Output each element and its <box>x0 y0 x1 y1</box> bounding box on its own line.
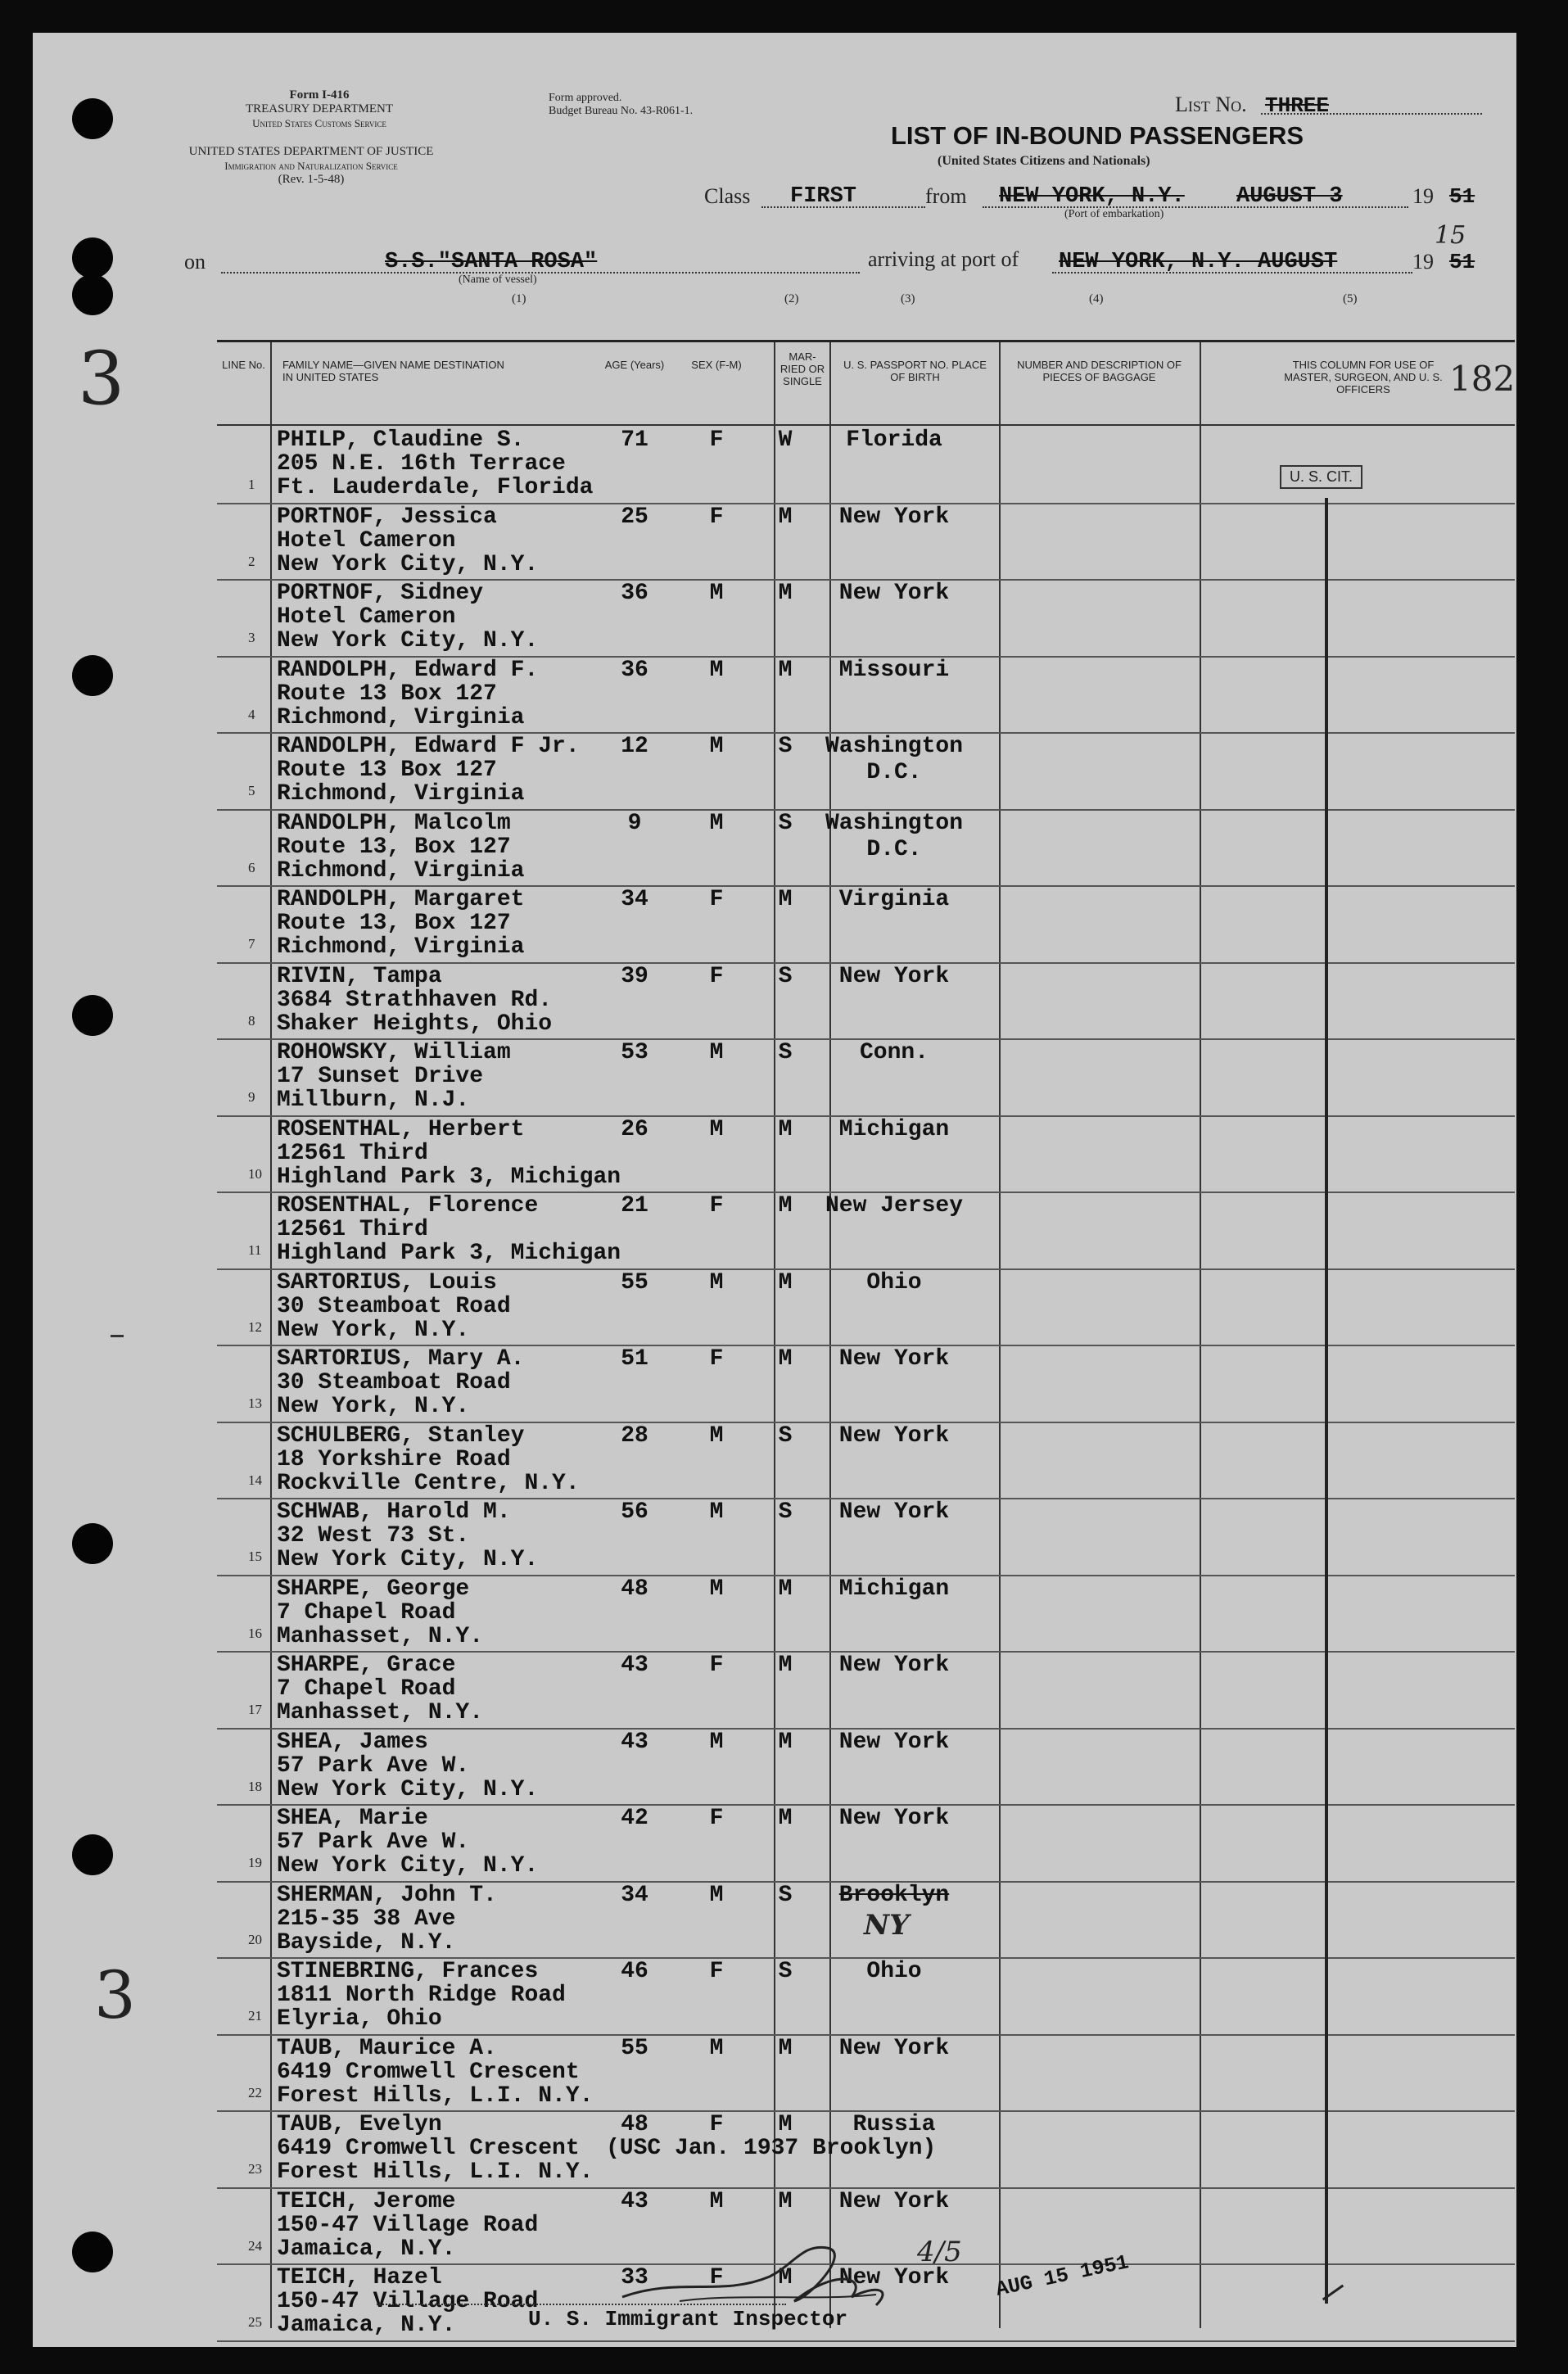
passenger-marital: S <box>778 1040 793 1065</box>
margin-number-top: 3 <box>78 336 125 422</box>
passenger-row <box>217 2034 1515 2113</box>
passenger-marital: S <box>778 1959 793 1984</box>
passenger-birthplace: Washington D.C. <box>825 734 964 785</box>
passenger-birthplace: Michigan <box>838 1116 950 1142</box>
passenger-sex: F <box>709 1653 724 1678</box>
line-number: 17 <box>248 1702 262 1717</box>
passenger-address: Route 13, Box 127 <box>277 834 511 860</box>
passenger-row <box>217 1422 1515 1500</box>
list-value: THREE <box>1265 93 1330 118</box>
passenger-age: 55 <box>621 1269 648 1296</box>
passenger-sex: M <box>709 2035 724 2061</box>
from-date: AUGUST 3 <box>1236 184 1343 209</box>
citizenship-note: (USC Jan. 1937 Brooklyn) <box>606 2136 937 2161</box>
passenger-name: ROHOWSKY, William <box>277 1040 511 1065</box>
manifest-sheet <box>33 33 1516 2347</box>
passenger-sex: M <box>709 2188 724 2214</box>
passenger-row <box>217 579 1515 658</box>
col-head-line: LINE No. <box>222 359 265 371</box>
passenger-city: Jamaica, N.Y. <box>277 2236 456 2262</box>
passenger-age: 36 <box>621 581 648 606</box>
punch-hole <box>72 1834 113 1875</box>
passenger-city: Rockville Centre, N.Y. <box>277 1470 580 1496</box>
treasury-dept: TREASURY DEPARTMENT <box>245 102 394 115</box>
passenger-row <box>217 809 1515 888</box>
passenger-sex: F <box>709 963 724 989</box>
from-value: NEW YORK, N.Y. <box>999 184 1185 209</box>
passenger-name: PHILP, Claudine S. <box>277 427 525 453</box>
from-year: 51 <box>1449 184 1475 209</box>
passenger-name: TAUB, Maurice A. <box>277 2035 497 2061</box>
passenger-name: RANDOLPH, Edward F. <box>277 657 539 683</box>
passenger-marital: M <box>778 1576 793 1602</box>
signature-initials: 4/5 <box>917 2236 962 2268</box>
passenger-name: RIVIN, Tampa <box>277 963 442 989</box>
customs-service: United States Customs Service <box>252 117 386 129</box>
margin-dash <box>111 1335 124 1337</box>
passenger-row <box>217 2110 1515 2189</box>
passenger-city: Richmond, Virginia <box>277 934 525 960</box>
passenger-name: SCHULBERG, Stanley <box>277 1422 525 1449</box>
passenger-sex: M <box>709 1040 724 1065</box>
passenger-sex: M <box>709 1116 724 1142</box>
passenger-age: 33 <box>621 2265 648 2290</box>
passenger-address: 57 Park Ave W. <box>277 1752 470 1779</box>
vessel-value: S.S."SANTA ROSA" <box>385 250 598 274</box>
passenger-sex: F <box>709 1959 724 1984</box>
passenger-birthplace: Ohio <box>866 1269 922 1296</box>
passenger-marital: M <box>778 657 793 683</box>
passenger-sex: M <box>709 1499 724 1525</box>
passenger-birthplace: New York <box>838 1806 950 1831</box>
passenger-sex: F <box>709 2265 724 2290</box>
passenger-row <box>217 1498 1515 1576</box>
on-label: on <box>184 250 206 274</box>
passenger-marital: M <box>778 2035 793 2061</box>
passenger-city: Manhasset, N.Y. <box>277 1700 484 1725</box>
passenger-birthplace: New York <box>838 2035 950 2061</box>
passenger-marital: M <box>778 1346 793 1372</box>
line-number: 10 <box>248 1165 262 1182</box>
passenger-age: 43 <box>621 2188 648 2214</box>
header-agencies <box>180 88 459 130</box>
passenger-birthplace: New York <box>838 1346 950 1372</box>
passenger-address: Hotel Cameron <box>277 604 456 630</box>
passenger-address: 32 West 73 St. <box>277 1523 470 1549</box>
line-number: 23 <box>248 2161 262 2177</box>
passenger-row <box>217 1345 1515 1423</box>
passenger-name: TAUB, Evelyn <box>277 2112 442 2137</box>
col-head-age: AGE (Years) <box>604 359 665 371</box>
passenger-name: SARTORIUS, Louis <box>277 1269 497 1296</box>
passenger-age: 12 <box>621 734 648 759</box>
approved-text: Form approved. <box>549 92 622 104</box>
passenger-sex: F <box>709 427 724 453</box>
passenger-name: SARTORIUS, Mary A. <box>277 1346 525 1372</box>
vessel-caption: (Name of vessel) <box>459 274 537 286</box>
passenger-row <box>217 1268 1515 1347</box>
passenger-city: New York City, N.Y. <box>277 1776 539 1802</box>
line-number: 25 <box>248 2314 262 2330</box>
line-number: 11 <box>248 1242 262 1258</box>
list-line <box>1261 113 1482 115</box>
from-line <box>983 206 1408 208</box>
line-number: 20 <box>248 1931 262 1947</box>
passenger-city: Manhasset, N.Y. <box>277 1623 484 1649</box>
passenger-name: RANDOLPH, Malcolm <box>277 810 511 836</box>
passenger-city: Bayside, N.Y. <box>277 1929 456 1956</box>
passenger-address: 18 Yorkshire Road <box>277 1446 511 1472</box>
passenger-age: 48 <box>621 1576 648 1602</box>
passenger-name: SHARPE, George <box>277 1576 470 1602</box>
passenger-marital: M <box>778 1193 793 1219</box>
passenger-address: Route 13, Box 127 <box>277 911 511 936</box>
passenger-address: 7 Chapel Road <box>277 1599 456 1626</box>
line-number: 18 <box>248 1778 262 1794</box>
passenger-marital: M <box>778 504 793 530</box>
passenger-birthplace: Ohio <box>866 1959 922 1984</box>
passenger-marital: M <box>778 581 793 606</box>
punch-hole <box>72 1523 113 1564</box>
passenger-marital: M <box>778 2188 793 2214</box>
from-year-prefix: 19 <box>1412 184 1434 208</box>
passenger-marital: S <box>778 810 793 836</box>
passenger-address: 57 Park Ave W. <box>277 1829 470 1855</box>
line-number: 14 <box>248 1472 262 1488</box>
passenger-row <box>217 1728 1515 1807</box>
passenger-birthplace: New York <box>838 1499 950 1525</box>
embark-caption: (Port of embarkation) <box>1064 208 1164 220</box>
passenger-age: 43 <box>621 1729 648 1755</box>
passenger-sex: M <box>709 1269 724 1296</box>
col-number-2: (2) <box>784 292 799 305</box>
line-number: 12 <box>248 1318 262 1335</box>
passenger-name: ROSENTHAL, Herbert <box>277 1116 525 1142</box>
form-approved <box>549 92 693 118</box>
line-number: 13 <box>248 1395 262 1411</box>
passenger-birthplace: New York <box>838 504 950 530</box>
class-label: Class <box>704 184 751 208</box>
passenger-city: Forest Hills, L.I. N.Y. <box>277 2159 594 2185</box>
passenger-address: 205 N.E. 16th Terrace <box>277 451 566 477</box>
punch-hole <box>72 237 113 278</box>
passenger-age: 21 <box>621 1193 648 1219</box>
line-number: 21 <box>248 2008 262 2024</box>
passenger-row <box>217 1651 1515 1730</box>
passenger-city: Shaker Heights, Ohio <box>277 1011 553 1037</box>
passenger-city: Forest Hills, L.I. N.Y. <box>277 2082 594 2109</box>
page-subtitle: (United States Citizens and Nationals) <box>938 154 1150 168</box>
col-number-3: (3) <box>901 292 915 305</box>
passenger-name: SHEA, James <box>277 1729 428 1755</box>
passenger-name: RANDOLPH, Margaret <box>277 887 525 912</box>
passenger-age: 36 <box>621 657 648 683</box>
passenger-birthplace: New York <box>838 963 950 989</box>
col-head-officers: THIS COLUMN FOR USE OF MASTER, SURGEON, AND U. S. OFFICERS <box>1284 359 1443 396</box>
passenger-marital: M <box>778 887 793 912</box>
passenger-name: RANDOLPH, Edward F Jr. <box>277 734 580 759</box>
date-stamp: AUG 15 1951 <box>993 2250 1132 2302</box>
passenger-row <box>217 1575 1515 1653</box>
passenger-name: PORTNOF, Jessica <box>277 504 497 530</box>
passenger-age: 55 <box>621 2035 648 2061</box>
passenger-row <box>217 1881 1515 1960</box>
inspector-signature <box>606 2219 966 2317</box>
passenger-age: 71 <box>621 427 648 453</box>
passenger-city: New York City, N.Y. <box>277 1547 539 1572</box>
passenger-sex: M <box>709 1422 724 1449</box>
budget-text: Budget Bureau No. 43-R061-1. <box>549 105 694 117</box>
passenger-marital: S <box>778 1422 793 1449</box>
col-number-5: (5) <box>1343 292 1358 305</box>
passenger-address: Route 13 Box 127 <box>277 681 497 707</box>
passenger-marital: M <box>778 2265 793 2290</box>
passenger-birthplace: Washington D.C. <box>825 810 964 862</box>
arrival-port: NEW YORK, N.Y. AUGUST <box>1059 250 1338 274</box>
passenger-name: TEICH, Hazel <box>277 2265 442 2290</box>
passenger-age: 43 <box>621 1653 648 1678</box>
revision: (Rev. 1-5-48) <box>278 173 345 186</box>
passenger-birthplace: Russia <box>852 2112 936 2137</box>
passenger-row <box>217 885 1515 964</box>
passenger-address: 12561 Third <box>277 1217 428 1242</box>
col-head-passport: U. S. PASSPORT NO. PLACE OF BIRTH <box>843 359 987 383</box>
punch-hole <box>72 995 113 1036</box>
passenger-city: Richmond, Virginia <box>277 704 525 730</box>
passenger-marital: S <box>778 734 793 759</box>
passenger-address: 215-35 38 Ave <box>277 1906 456 1932</box>
line-number: 4 <box>248 706 255 722</box>
line-number: 2 <box>248 553 255 569</box>
punch-hole <box>72 2232 113 2272</box>
line-number: 24 <box>248 2237 262 2254</box>
arrival-year-prefix: 19 <box>1412 250 1434 274</box>
passenger-sex: F <box>709 1193 724 1219</box>
passenger-address: 6419 Cromwell Crescent <box>277 2059 580 2085</box>
passenger-row <box>217 1804 1515 1883</box>
page-number: 182 <box>1449 359 1516 399</box>
line-number: 5 <box>248 783 255 798</box>
passenger-age: 53 <box>621 1040 648 1065</box>
passenger-table <box>217 340 1516 2338</box>
passenger-row <box>217 1192 1515 1270</box>
passenger-age: 9 <box>627 810 642 836</box>
line-number: 19 <box>248 1855 262 1870</box>
passenger-sex: M <box>709 1576 724 1602</box>
passenger-sex: M <box>709 734 724 759</box>
inspector-label: U. S. Immigrant Inspector <box>528 2307 848 2331</box>
line-number: 6 <box>248 859 255 875</box>
margin-number-bottom: 3 <box>94 1957 136 2033</box>
passenger-address: 150-47 Village Road <box>277 2212 539 2238</box>
passenger-row <box>217 656 1515 735</box>
passenger-age: 25 <box>621 504 648 530</box>
passenger-city: New York City, N.Y. <box>277 1853 539 1879</box>
passenger-birthplace: New York <box>838 1422 950 1449</box>
passenger-sex: M <box>709 581 724 606</box>
passenger-city: New York City, N.Y. <box>277 551 539 577</box>
passenger-city: New York City, N.Y. <box>277 628 539 653</box>
col-head-married: MAR-RIED OR SINGLE <box>779 350 825 387</box>
line-number: 15 <box>248 1549 262 1564</box>
line-number: 8 <box>248 1012 255 1029</box>
passenger-marital: M <box>778 1653 793 1678</box>
line-number: 7 <box>248 936 255 952</box>
col-head-sex: SEX (F-M) <box>691 359 742 371</box>
passenger-marital: M <box>778 1806 793 1831</box>
punch-hole <box>72 274 113 315</box>
passenger-row <box>217 1957 1515 2036</box>
passenger-age: 48 <box>621 2112 648 2137</box>
passenger-sex: M <box>709 657 724 683</box>
passenger-name: SHERMAN, John T. <box>277 1882 497 1908</box>
birthplace-correction: NY <box>864 1908 910 1942</box>
passenger-name: SHARPE, Grace <box>277 1653 456 1678</box>
passenger-address: 1811 North Ridge Road <box>277 1983 566 2008</box>
passenger-sex: M <box>709 1729 724 1755</box>
passenger-name: SCHWAB, Harold M. <box>277 1499 511 1525</box>
passenger-sex: F <box>709 887 724 912</box>
passenger-birthplace: New York <box>838 2188 950 2214</box>
passenger-city: Jamaica, N.Y. <box>277 2313 456 2338</box>
passenger-city: Millburn, N.J. <box>277 1088 470 1113</box>
passenger-address: Route 13 Box 127 <box>277 757 497 783</box>
passenger-city: New York, N.Y. <box>277 1317 470 1343</box>
punch-hole <box>72 98 113 139</box>
passenger-city: Richmond, Virginia <box>277 781 525 807</box>
col-head-name: FAMILY NAME—GIVEN NAME DESTINATION IN UNITED STATES <box>282 359 504 383</box>
passenger-name: TEICH, Jerome <box>277 2188 456 2214</box>
passenger-sex: F <box>709 504 724 530</box>
passenger-age: 34 <box>621 887 648 912</box>
from-label: from <box>925 184 967 208</box>
line-number: 9 <box>248 1089 255 1105</box>
passenger-city: Highland Park 3, Michigan <box>277 1241 621 1266</box>
arrival-day: 15 <box>1435 221 1466 250</box>
passenger-name: STINEBRING, Frances <box>277 1959 539 1984</box>
passenger-age: 51 <box>621 1346 648 1372</box>
passenger-row <box>217 962 1515 1041</box>
passenger-sex: F <box>709 1806 724 1831</box>
punch-hole <box>72 655 113 696</box>
passenger-age: 34 <box>621 1882 648 1908</box>
col-head-baggage: NUMBER AND DESCRIPTION OF PIECES OF BAGGAGE <box>1017 359 1182 383</box>
passenger-address: 3684 Strathhaven Rd. <box>277 987 553 1013</box>
passenger-row <box>217 732 1515 811</box>
passenger-age: 56 <box>621 1499 648 1525</box>
col-number-1: (1) <box>512 292 526 305</box>
passenger-city: Highland Park 3, Michigan <box>277 1164 621 1190</box>
passenger-address: 7 Chapel Road <box>277 1676 456 1702</box>
passenger-marital: S <box>778 963 793 989</box>
passenger-address: 6419 Cromwell Crescent <box>277 2136 580 2161</box>
passenger-address: 30 Steamboat Road <box>277 1293 511 1319</box>
passenger-row <box>217 1038 1515 1117</box>
arrival-year: 51 <box>1449 250 1475 274</box>
passenger-birthplace: New York <box>838 1729 950 1755</box>
passenger-marital: S <box>778 1499 793 1525</box>
list-label: List No. <box>1175 93 1247 116</box>
passenger-marital: M <box>778 1729 793 1755</box>
arrival-line <box>1052 272 1412 274</box>
passenger-birthplace: Virginia <box>838 887 950 912</box>
page-title: LIST OF IN-BOUND PASSENGERS <box>891 121 1304 150</box>
line-number: 3 <box>248 630 255 645</box>
passenger-name: SHEA, Marie <box>277 1806 428 1831</box>
class-value: FIRST <box>790 184 857 209</box>
passenger-birthplace: Brooklyn <box>838 1882 950 1908</box>
class-line <box>761 206 925 208</box>
passenger-birthplace: New York <box>838 581 950 606</box>
passenger-address: 30 Steamboat Road <box>277 1370 511 1395</box>
passenger-sex: M <box>709 1882 724 1908</box>
justice-dept: UNITED STATES DEPARTMENT OF JUSTICE <box>188 145 434 158</box>
passenger-rows <box>217 426 1515 2342</box>
arriving-label: arriving at port of <box>868 247 1019 271</box>
passenger-row <box>217 503 1515 581</box>
passenger-address: Hotel Cameron <box>277 527 456 554</box>
passenger-address: 17 Sunset Drive <box>277 1064 484 1089</box>
passenger-sex: F <box>709 1346 724 1372</box>
passenger-birthplace: Michigan <box>838 1576 950 1602</box>
passenger-birthplace: Missouri <box>838 657 950 683</box>
passenger-sex: F <box>709 2112 724 2137</box>
col-number-4: (4) <box>1089 292 1104 305</box>
us-cit-line <box>1325 498 1328 2304</box>
passenger-birthplace: New Jersey <box>825 1193 964 1219</box>
line-number: 1 <box>248 477 255 492</box>
passenger-age: 42 <box>621 1806 648 1831</box>
passenger-marital: W <box>778 427 793 453</box>
passenger-city: Ft. Lauderdale, Florida <box>277 475 594 500</box>
passenger-name: PORTNOF, Sidney <box>277 581 484 606</box>
line-number: 22 <box>248 2084 262 2100</box>
header-justice <box>172 145 450 187</box>
passenger-birthplace: Florida <box>846 427 942 453</box>
passenger-row <box>217 1115 1515 1194</box>
passenger-city: Richmond, Virginia <box>277 857 525 884</box>
passenger-age: 26 <box>621 1116 648 1142</box>
passenger-city: Elyria, Ohio <box>277 2006 442 2032</box>
ins-service: Immigration and Naturalization Service <box>224 160 398 172</box>
passenger-age: 28 <box>621 1422 648 1449</box>
passenger-marital: M <box>778 1269 793 1296</box>
passenger-birthplace: New York <box>838 2265 950 2290</box>
passenger-birthplace: Conn. <box>859 1040 929 1065</box>
passenger-birthplace: New York <box>838 1653 950 1678</box>
passenger-marital: M <box>778 2112 793 2137</box>
list-number <box>1175 93 1247 117</box>
passenger-address: 150-47 Village Road <box>277 2289 539 2314</box>
passenger-name: ROSENTHAL, Florence <box>277 1193 539 1219</box>
passenger-sex: M <box>709 810 724 836</box>
passenger-marital: M <box>778 1116 793 1142</box>
passenger-city: New York, N.Y. <box>277 1394 470 1419</box>
us-cit-stamp: U. S. CIT. <box>1280 465 1362 489</box>
passenger-age: 39 <box>621 963 648 989</box>
passenger-marital: S <box>778 1882 793 1908</box>
line-number: 16 <box>248 1625 262 1641</box>
passenger-age: 46 <box>621 1959 648 1984</box>
form-number: Form I-416 <box>289 88 350 102</box>
passenger-address: 12561 Third <box>277 1140 428 1166</box>
